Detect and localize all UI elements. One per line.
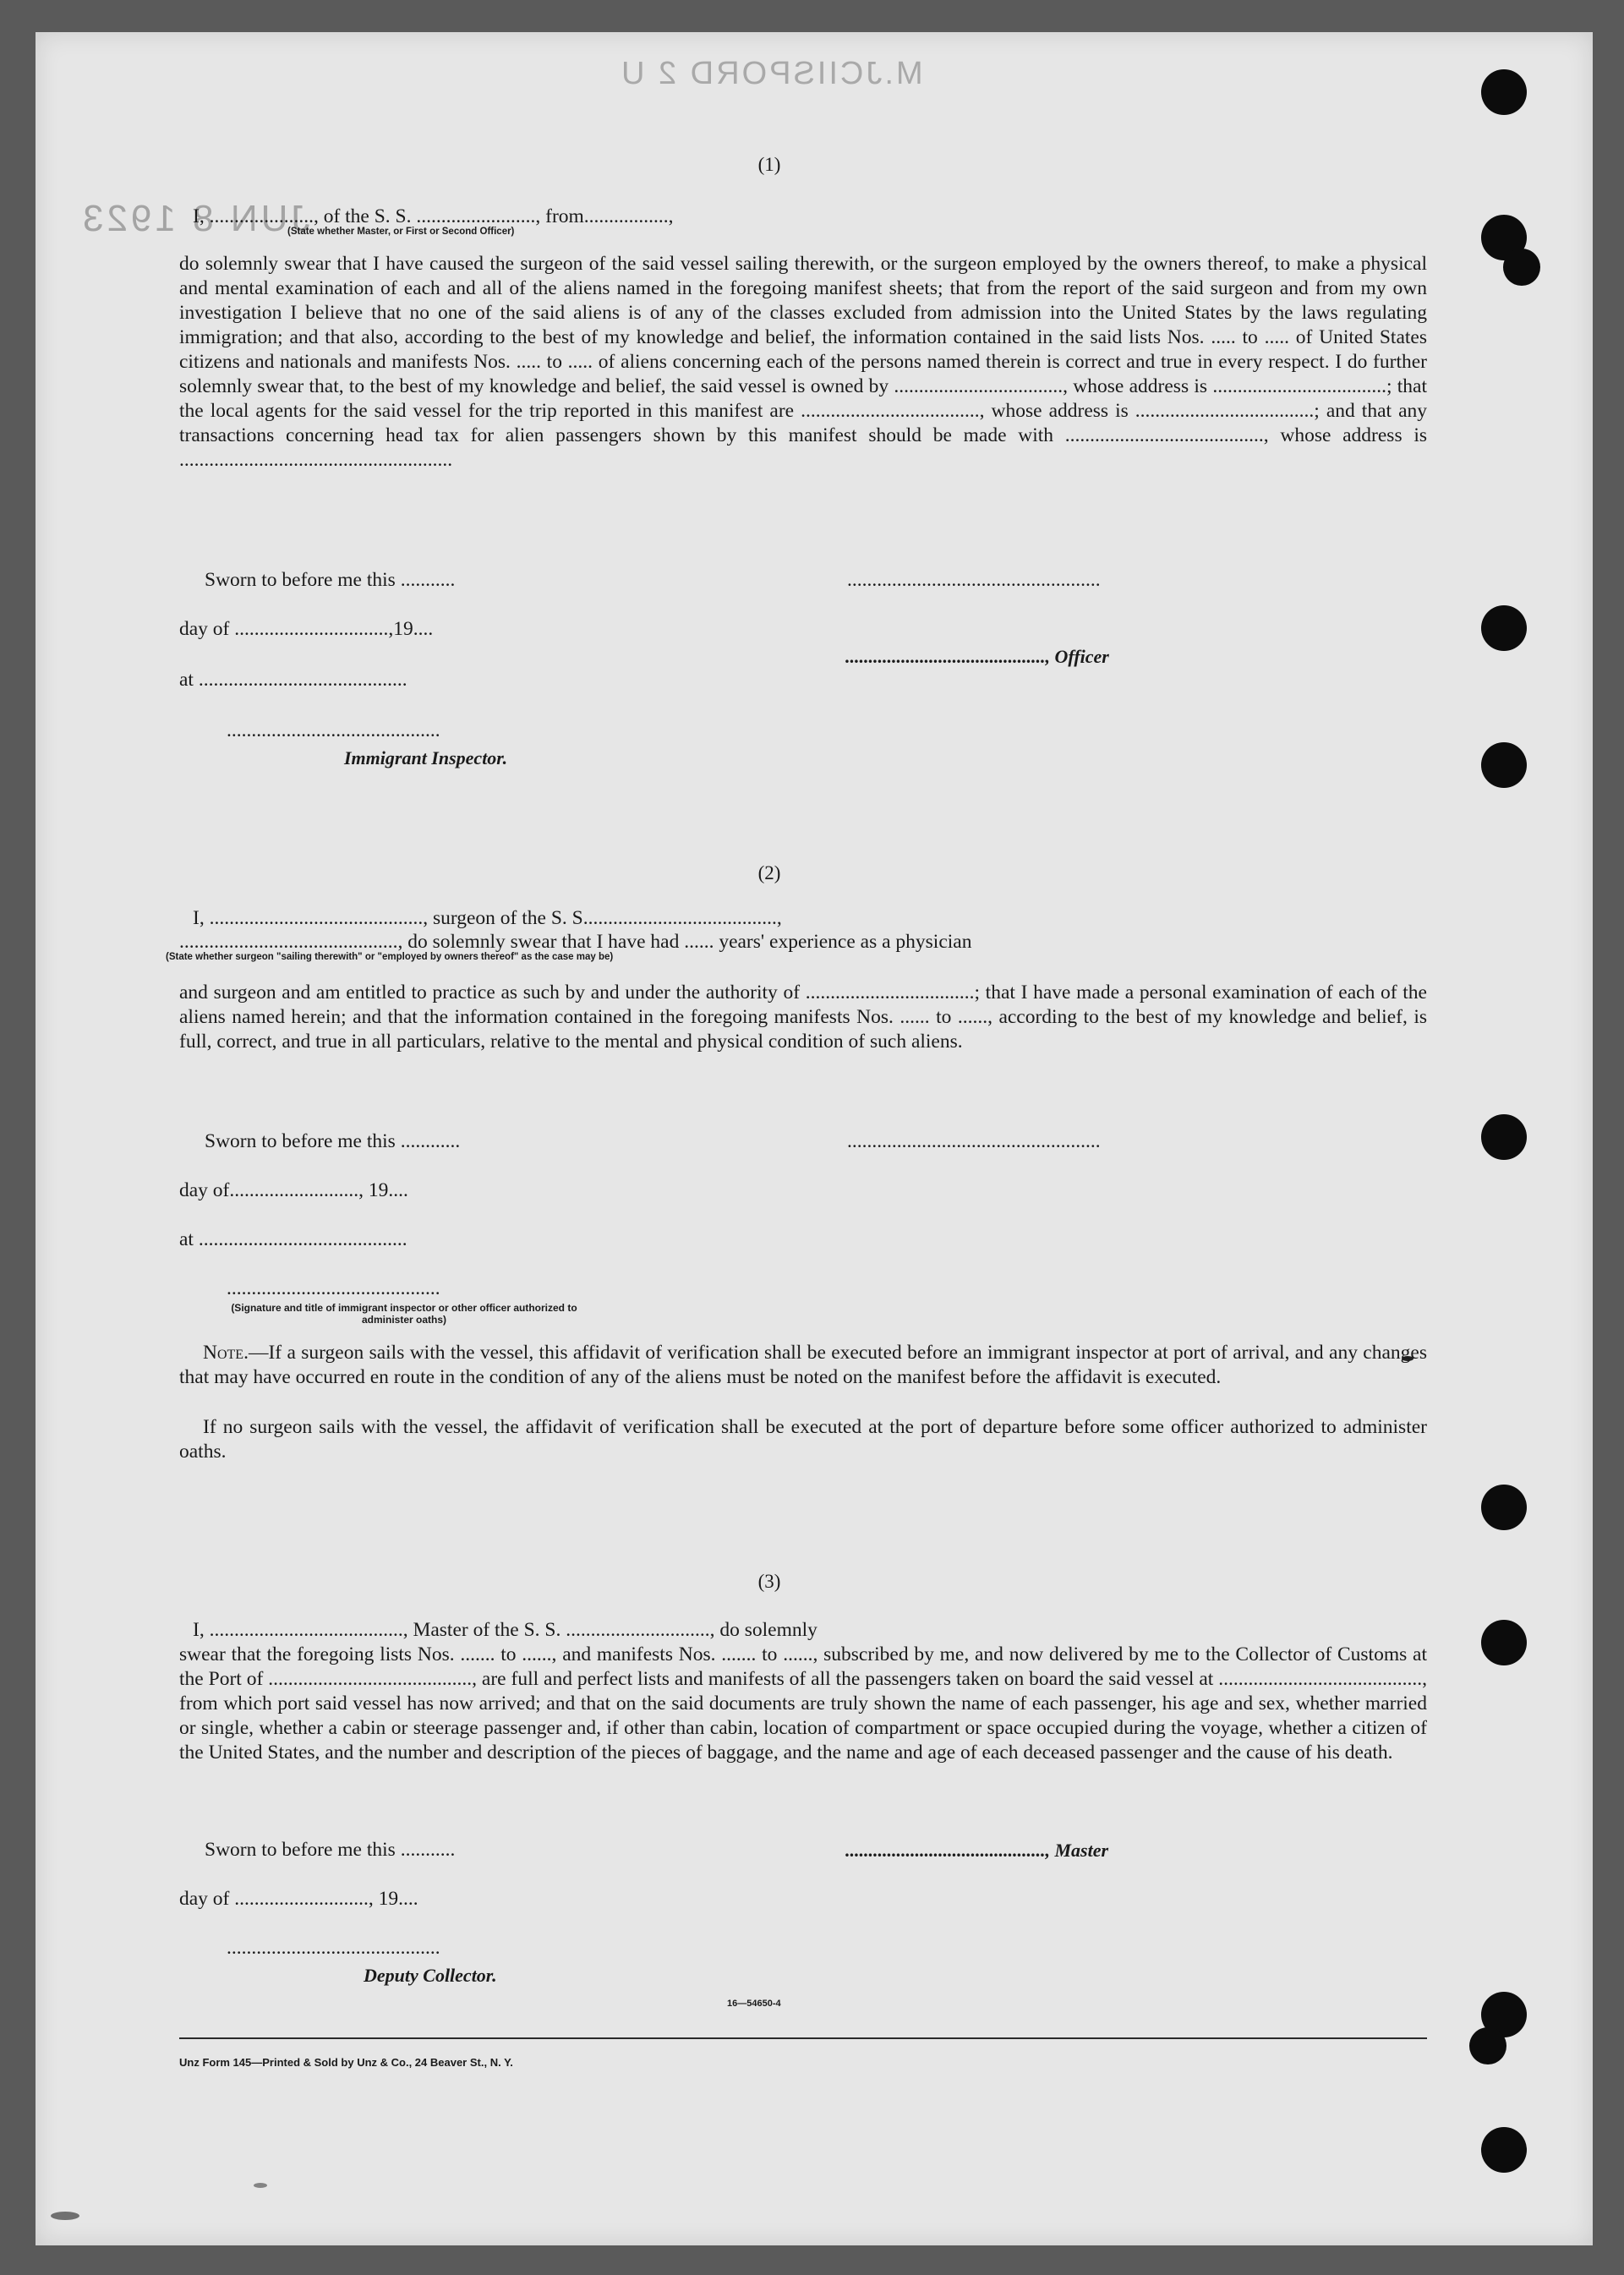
section-1-inspector: Immigrant Inspector.	[344, 747, 508, 768]
footer-rule	[179, 2037, 1427, 2039]
punch-hole	[1481, 1114, 1527, 1160]
section-2-at: at ..........................................	[179, 1228, 407, 1250]
section-1-inspector-dots: ...........................................	[227, 719, 440, 741]
section-1-sworn: Sworn to before me this ...........	[205, 569, 456, 591]
punch-hole	[1503, 249, 1540, 286]
note-label: Note.	[203, 1342, 249, 1364]
punch-hole	[1481, 1620, 1527, 1665]
section-3-sworn: Sworn to before me this ...........	[205, 1839, 456, 1861]
section-2-day: day of.........................., 19....	[179, 1179, 408, 1201]
punch-hole	[1469, 2027, 1506, 2064]
section-2-line-1: I, ..........................................., surgeon of the S. S.......................................,	[193, 907, 782, 929]
document-page	[36, 32, 1593, 2245]
section-3-collector-dots: ...........................................	[227, 1937, 440, 1959]
section-2-body: and surgeon and am entitled to practice as such by and under the authority of ..................................; that I have made a personal examination of each of the aliens named herein; and that the information contained in the foregoing manifests Nos. ...... to ......, according to the best of my knowledge and belief, is full, correct, and true in all particulars, relative to the mental and physical condition of such aliens.	[179, 982, 1427, 1053]
section-2-signature-dots: ...........................................	[227, 1277, 440, 1299]
section-1-officer: ..........................................., Officer	[845, 646, 1109, 667]
stamp-left: JUN 8 1923	[79, 198, 310, 239]
note-text-1: —If a surgeon sails with the vessel, this affidavit of verification shall be executed before an immigrant inspector at port of arrival, and any changes that may have occurred en route in the condition of any of the aliens must be noted on the manifest before the affidavit is executed.	[179, 1342, 1427, 1388]
punch-hole	[1481, 742, 1527, 788]
stamp-top: M.JCIISPORD 2 U	[619, 56, 923, 91]
punch-hole	[1481, 1485, 1527, 1530]
punch-hole	[1481, 605, 1527, 651]
section-2-sworn: Sworn to before me this ............	[205, 1130, 461, 1152]
section-3-master: ..........................................., Master	[845, 1840, 1109, 1861]
punch-hole	[1481, 2127, 1527, 2173]
section-1-body: do solemnly swear that I have caused the surgeon of the said vessel sailing therewith, or the surgeon employed by the owners thereof, to make a physical and mental examination of each and all of the aliens named in the foregoing manifest sheets; that from the report of the said surgeon and from my own investigation I believe that no one of the said aliens is of any of the classes excluded from admission into the United States by the laws regulating immigration; and that also, according to the best of my knowledge and belief, the information contained in the said lists Nos. ..... to ..... of United States citizens and nationals and manifests Nos. ..... to ..... of aliens concerning each of the persons named therein is correct and true in every respect. I do further solemnly swear that, to the best of my knowledge and belief, the said vessel is owned by .................................., whose address is ...................................; that the local agents for the said vessel for the trip reported in this manifest are ...................................., whose address is ....................................; and that any transactions concerning head tax for alien passengers shown by this manifest should be made with ........................................, whose address is .......................................................	[179, 253, 1427, 471]
section-3-line-1: I, ......................................., Master of the S. S. ............................., do solemnly	[193, 1619, 817, 1641]
section-3-collector: Deputy Collector.	[364, 1965, 497, 1986]
section-1-at: at ..........................................	[179, 669, 407, 691]
section-3-number: (3)	[757, 1571, 781, 1592]
section-2-note-2: If no surgeon sails with the vessel, the affidavit of verification shall be executed at the port of departure before some officer authorized to administer oaths.	[179, 1416, 1427, 1463]
section-3-body: swear that the foregoing lists Nos. ....... to ......, and manifests Nos. ....... to ......, subscribed by me, and now delivered by me to the Collector of Customs at the Port of ........................................., are full and perfect lists and manifests of all the passengers taken on board the said vessel at ........................................., from which port said vessel has now arrived; and that on the said documents are truly shown the name of each passenger, his age and sex, whether married or single, whether a cabin or steerage passenger and, if other than cabin, location of compartment or space occupied during the voyage, whether a citizen of the United States, and the number and description of the pieces of baggage, and the name and age of each deceased passenger and the cause of his death.	[179, 1643, 1427, 1764]
section-1-line: I, ....................., of the S. S. ........................, from.................,	[193, 205, 674, 227]
form-code: 16—54650-4	[727, 1999, 781, 2009]
section-2-number: (2)	[757, 862, 781, 883]
section-3-day: day of ..........................., 19....	[179, 1888, 418, 1910]
ink-blot	[51, 2212, 79, 2220]
section-2-sworn-right: ...................................................	[847, 1130, 1101, 1152]
section-1-number: (1)	[757, 154, 781, 175]
section-1-sworn-right: ...................................................	[847, 569, 1101, 591]
section-1-day: day of ...............................,19....	[179, 618, 434, 640]
punch-hole	[1481, 69, 1527, 115]
section-2-signature-caption: (Signature and title of immigrant inspector or other officer authorized to administer oaths)	[231, 1302, 577, 1326]
section-1-line-note: (State whether Master, or First or Second Officer)	[287, 227, 515, 237]
section-2-line-2: ............................................, do solemnly swear that I have had ...... years' experience as a physician	[179, 931, 972, 953]
section-2-note	[179, 1341, 1427, 1390]
ink-blot	[254, 2183, 267, 2188]
printer-footer: Unz Form 145—Printed & Sold by Unz & Co., 24 Beaver St., N. Y.	[179, 2056, 513, 2069]
section-2-line-note: (State whether surgeon "sailing therewith" or "employed by owners thereof" as the case may be)	[166, 952, 614, 962]
